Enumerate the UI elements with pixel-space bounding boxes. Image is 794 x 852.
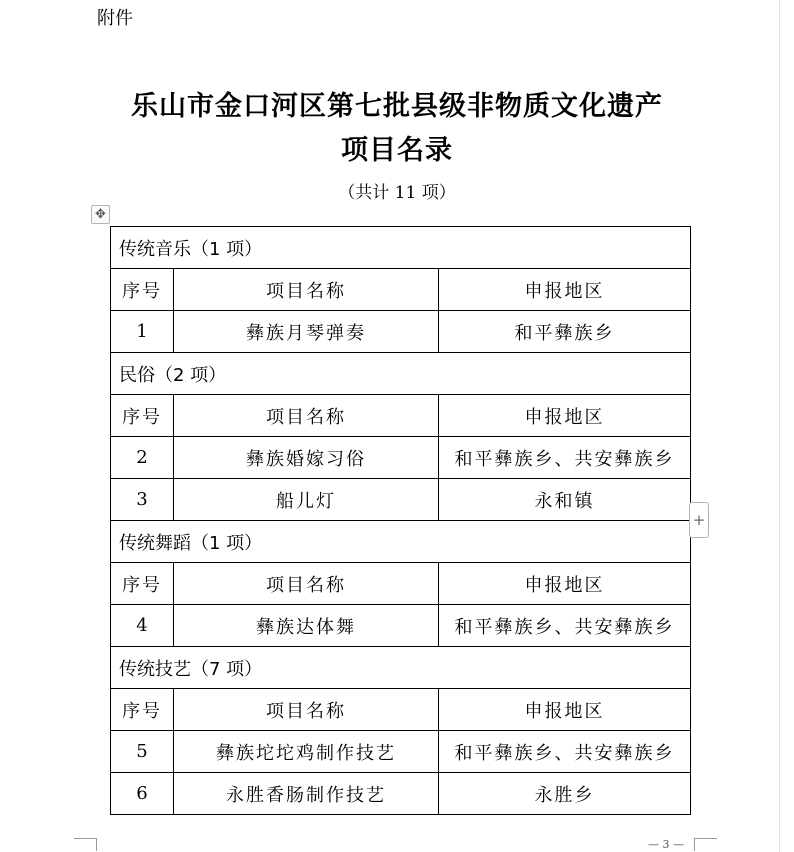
row-name: 彝族月琴弹奏 [174,311,439,353]
header-region: 申报地区 [439,395,691,437]
header-row [111,563,691,605]
table-row [111,731,691,773]
header-number: 序号 [111,689,174,731]
section-row [111,521,691,563]
row-name: 船儿灯 [174,479,439,521]
document-subtitle: （共计 11 项） [338,183,456,203]
section-row [111,647,691,689]
table-row [111,605,691,647]
header-number: 序号 [111,563,174,605]
header-number: 序号 [111,395,174,437]
move-arrows-icon: ✥ [95,207,106,222]
header-name: 项目名称 [174,689,439,731]
header-row [111,395,691,437]
row-region: 和平彝族乡 [439,311,691,353]
heritage-table [110,226,691,815]
page-corner-mark-left [74,838,97,851]
table-row [111,437,691,479]
header-region: 申报地区 [439,563,691,605]
section-title: 传统技艺（7 项） [111,647,691,689]
header-row [111,269,691,311]
section-title: 民俗（2 项） [111,353,691,395]
row-name: 彝族达体舞 [174,605,439,647]
row-number: 6 [111,773,174,815]
row-region: 和平彝族乡、共安彝族乡 [439,731,691,773]
header-name: 项目名称 [174,563,439,605]
row-region: 永胜乡 [439,773,691,815]
table-row [111,311,691,353]
row-number: 1 [111,311,174,353]
header-region: 申报地区 [439,689,691,731]
row-number: 2 [111,437,174,479]
section-title: 传统舞蹈（1 项） [111,521,691,563]
row-name: 彝族婚嫁习俗 [174,437,439,479]
row-region: 和平彝族乡、共安彝族乡 [439,437,691,479]
attachment-label: 附件 [97,8,133,29]
table-move-handle[interactable] [91,205,110,224]
page-corner-mark-right [694,838,717,851]
header-name: 项目名称 [174,269,439,311]
document-title-line2: 项目名录 [341,135,453,166]
header-region: 申报地区 [439,269,691,311]
row-name: 永胜香肠制作技艺 [174,773,439,815]
table-row [111,773,691,815]
row-region: 和平彝族乡、共安彝族乡 [439,605,691,647]
header-number: 序号 [111,269,174,311]
row-number: 4 [111,605,174,647]
add-column-button[interactable] [689,502,709,538]
section-title: 传统音乐（1 项） [111,227,691,269]
row-number: 3 [111,479,174,521]
row-name: 彝族坨坨鸡制作技艺 [174,731,439,773]
section-row [111,353,691,395]
table-row [111,479,691,521]
section-row [111,227,691,269]
page-number: — 3 — [648,838,684,851]
row-number: 5 [111,731,174,773]
header-name: 项目名称 [174,395,439,437]
document-title: 乐山市金口河区第七批县级非物质文化遗产 [131,91,663,122]
plus-icon: + [692,511,706,529]
header-row [111,689,691,731]
row-region: 永和镇 [439,479,691,521]
